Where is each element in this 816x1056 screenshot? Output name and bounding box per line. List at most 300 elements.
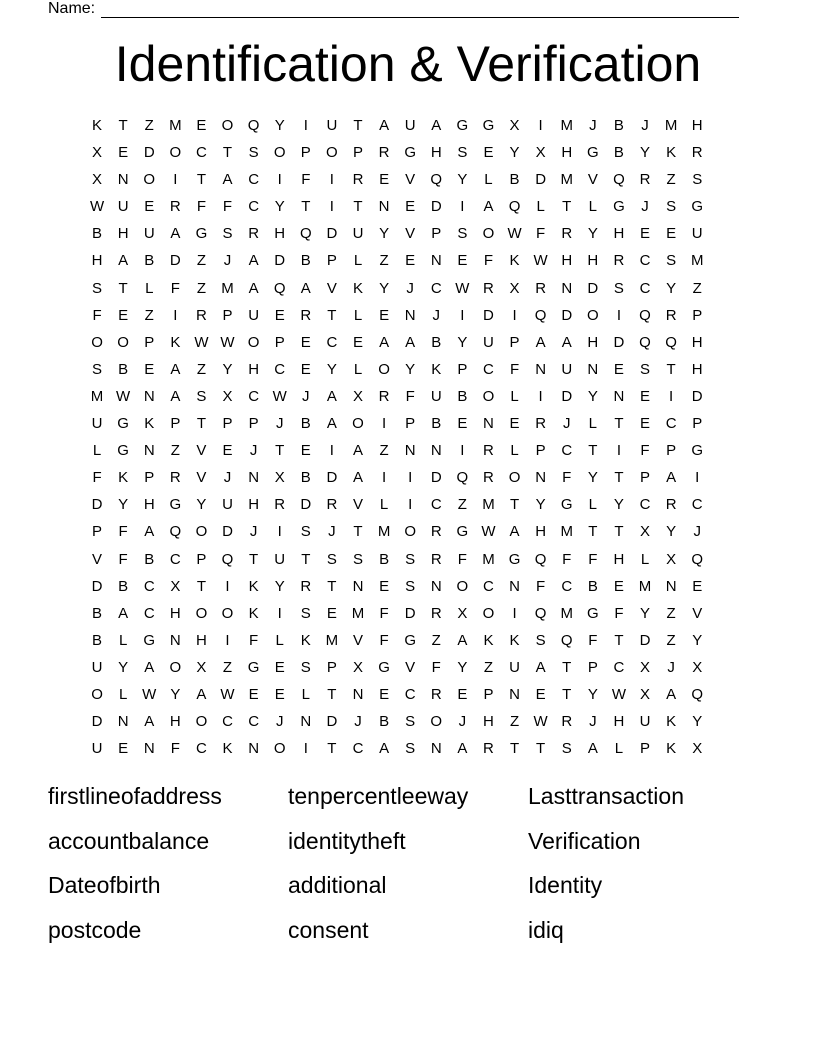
grid-letter: Z (483, 658, 494, 676)
grid-letter: P (144, 469, 155, 487)
grid-letter: R (274, 496, 286, 514)
grid-letter: A (144, 658, 155, 676)
grid-letter: C (639, 279, 651, 297)
grid-letter: E (144, 198, 155, 216)
grid-letter: F (170, 279, 180, 297)
grid-letter: Q (639, 333, 651, 351)
grid-letter: M (482, 550, 495, 568)
grid-letter: C (248, 713, 260, 731)
grid-letter: G (508, 550, 521, 568)
grid-letter: A (535, 658, 546, 676)
grid-letter: E (274, 306, 285, 324)
grid-letter: F (509, 360, 520, 378)
grid-letter: P (274, 333, 285, 351)
grid-letter: O (195, 604, 208, 622)
grid-letter: U (509, 658, 520, 676)
word-list-item: Dateofbirth (48, 872, 161, 898)
grid-letter: N (248, 740, 260, 758)
grid-letter: C (274, 360, 286, 378)
grid-letter: Z (196, 252, 206, 270)
grid-letter: S (92, 279, 103, 297)
grid-letter: L (640, 550, 650, 568)
grid-letter: U (91, 415, 103, 433)
grid-letter: I (225, 631, 230, 649)
grid-letter: B (144, 550, 155, 568)
grid-letter: C (561, 577, 573, 595)
grid-letter: X (666, 550, 677, 568)
grid-letter: H (117, 225, 129, 243)
grid-letter: X (640, 523, 651, 541)
letter-grid (84, 112, 710, 762)
grid-letter: A (248, 279, 259, 297)
grid-letter: L (614, 740, 624, 758)
grid-letter: S (222, 225, 233, 243)
grid-letter: G (143, 631, 156, 649)
grid-letter: U (91, 740, 103, 758)
grid-letter: N (352, 577, 364, 595)
grid-letter: C (613, 658, 625, 676)
grid-letter: P (196, 550, 207, 568)
grid-letter: K (431, 360, 442, 378)
grid-letter: H (169, 604, 181, 622)
grid-letter: L (275, 631, 284, 649)
grid-letter: U (483, 333, 494, 351)
grid-letter: J (275, 713, 284, 731)
grid-letter: E (118, 306, 129, 324)
grid-letter: N (143, 740, 155, 758)
grid-letter: M (690, 252, 704, 270)
grid-letter: K (144, 415, 155, 433)
grid-letter: Y (640, 144, 651, 162)
grid-letter: D (222, 523, 233, 541)
grid-letter: C (196, 740, 207, 758)
grid-letter: A (118, 252, 129, 270)
grid-letter: Y (587, 469, 598, 487)
grid-letter: Y (666, 279, 677, 297)
grid-letter: V (405, 225, 416, 243)
grid-letter: V (692, 604, 703, 622)
grid-letter: E (457, 252, 468, 270)
grid-letter: J (589, 117, 597, 134)
grid-letter: R (169, 469, 181, 487)
grid-letter: Z (509, 713, 520, 731)
grid-letter: H (691, 117, 703, 134)
grid-letter: P (92, 523, 103, 541)
grid-letter: J (667, 658, 675, 676)
name-label: Name: (48, 0, 96, 17)
grid-letter: U (222, 496, 233, 514)
grid-letter: U (691, 225, 703, 243)
grid-letter: S (196, 387, 207, 405)
grid-letter: T (327, 577, 337, 595)
grid-letter: H (248, 496, 260, 514)
grid-letter: Z (431, 631, 441, 649)
grid-letter: V (405, 171, 416, 189)
grid-letter: X (535, 144, 546, 162)
grid-letter: I (277, 523, 282, 541)
grid-letter: Y (274, 117, 285, 134)
grid-letter: U (639, 713, 651, 731)
grid-letter: F (640, 442, 650, 460)
word-list-item: identitytheft (288, 827, 406, 854)
grid-letter: P (457, 360, 468, 378)
grid-letter: Z (692, 279, 702, 297)
grid-letter: H (613, 225, 625, 243)
grid-letter: R (430, 550, 442, 568)
grid-letter: J (302, 387, 310, 405)
grid-letter: P (431, 225, 442, 243)
grid-letter: C (326, 333, 338, 351)
grid-letter: G (691, 442, 704, 460)
grid-letter: O (404, 523, 416, 541)
grid-letter: J (354, 713, 362, 731)
grid-letter: A (326, 387, 337, 405)
grid-letter: T (327, 685, 337, 703)
grid-letter: O (117, 333, 129, 351)
grid-letter: I (277, 604, 282, 622)
grid-letter: N (509, 685, 520, 703)
grid-letter: A (457, 631, 468, 649)
grid-letter: P (144, 333, 155, 351)
grid-letter: S (300, 658, 311, 676)
grid-letter: K (170, 333, 181, 351)
grid-letter: K (666, 713, 677, 731)
grid-letter: M (221, 279, 234, 297)
grid-letter: X (640, 685, 651, 703)
grid-letter: A (144, 523, 155, 541)
grid-letter: E (666, 225, 677, 243)
grid-letter: Y (587, 685, 598, 703)
grid-letter: E (405, 252, 416, 270)
grid-letter: J (223, 252, 232, 270)
grid-letter: E (274, 685, 285, 703)
grid-letter: N (404, 306, 416, 324)
grid-letter: D (326, 225, 338, 243)
grid-letter: J (589, 713, 597, 731)
grid-letter: A (379, 117, 390, 134)
grid-letter: A (170, 360, 181, 378)
grid-letter: D (587, 279, 599, 297)
grid-letter: C (691, 496, 703, 514)
grid-letter: T (301, 550, 311, 568)
grid-letter: A (300, 279, 311, 297)
grid-letter: L (118, 685, 128, 703)
grid-letter: I (173, 171, 178, 189)
grid-letter: S (352, 550, 363, 568)
grid-letter: G (195, 225, 208, 243)
grid-letter: B (379, 550, 390, 568)
grid-letter: S (326, 550, 337, 568)
grid-letter: Y (405, 360, 416, 378)
grid-letter: X (509, 117, 520, 134)
grid-letter: M (169, 117, 182, 134)
grid-letter: S (535, 631, 546, 649)
grid-letter: V (352, 496, 363, 514)
grid-letter: Y (457, 658, 468, 676)
grid-letter: B (509, 171, 520, 189)
grid-letter: V (405, 658, 416, 676)
grid-letter: D (430, 198, 442, 216)
grid-letter: F (405, 387, 415, 405)
grid-letter: I (408, 496, 413, 514)
grid-letter: F (170, 740, 180, 758)
grid-letter: J (275, 415, 284, 433)
grid-letter: Y (666, 523, 677, 541)
grid-letter: A (483, 198, 494, 216)
grid-letter: F (222, 198, 233, 216)
grid-letter: U (117, 198, 129, 216)
grid-letter: X (352, 387, 363, 405)
grid-letter: R (665, 306, 677, 324)
grid-letter: E (118, 740, 129, 758)
grid-letter: F (562, 550, 572, 568)
grid-letter: L (588, 415, 597, 433)
grid-letter: L (484, 171, 493, 189)
grid-letter: A (170, 387, 181, 405)
grid-letter: G (586, 604, 599, 622)
grid-letter: X (170, 577, 181, 595)
grid-letter: Y (457, 333, 468, 351)
grid-letter: Q (169, 523, 182, 541)
grid-letter: D (91, 577, 103, 595)
grid-letter: D (691, 387, 703, 405)
grid-letter: R (665, 496, 677, 514)
grid-letter: V (326, 279, 337, 297)
grid-letter: R (483, 279, 494, 297)
grid-letter: U (274, 550, 286, 568)
grid-letter: M (325, 631, 339, 649)
grid-letter: I (225, 577, 230, 595)
grid-letter: A (561, 333, 572, 351)
grid-letter: E (379, 171, 390, 189)
grid-letter: N (117, 713, 129, 731)
grid-letter: T (353, 523, 363, 541)
grid-letter: H (613, 550, 625, 568)
grid-letter: Y (457, 171, 468, 189)
word-list-item: Lasttransaction (528, 783, 684, 809)
grid-letter: Y (587, 225, 598, 243)
grid-letter: I (303, 740, 308, 758)
word-list (48, 778, 768, 956)
grid-letter: T (118, 279, 128, 297)
grid-letter: W (272, 387, 287, 405)
grid-letter: R (430, 523, 442, 541)
grid-letter: Y (535, 496, 546, 514)
grid-letter: F (536, 577, 546, 595)
grid-letter: T (196, 577, 206, 595)
grid-letter: O (456, 577, 469, 595)
grid-letter: Q (665, 333, 677, 351)
grid-letter: Q (639, 306, 651, 324)
grid-letter: B (613, 144, 624, 162)
grid-letter: G (456, 523, 469, 541)
grid-letter: T (666, 360, 676, 378)
grid-letter: Z (457, 496, 467, 514)
grid-letter: W (533, 713, 548, 731)
grid-letter: T (509, 496, 520, 514)
grid-letter: H (691, 360, 703, 378)
grid-letter: P (640, 469, 651, 487)
grid-letter: E (509, 415, 520, 433)
grid-letter: Y (326, 360, 337, 378)
grid-letter: E (196, 117, 207, 134)
grid-letter: I (303, 117, 308, 134)
grid-letter: G (456, 117, 469, 134)
grid-letter: F (379, 604, 389, 622)
grid-letter: L (301, 685, 310, 703)
grid-letter: F (457, 550, 467, 568)
grid-letter: A (509, 523, 520, 541)
grid-letter: E (300, 442, 311, 460)
grid-letter: E (457, 685, 468, 703)
grid-letter: O (169, 658, 182, 676)
grid-letter: M (90, 387, 104, 405)
grid-letter: H (691, 333, 703, 351)
grid-letter: S (92, 360, 103, 378)
grid-letter: S (405, 550, 416, 568)
grid-letter: I (460, 198, 465, 216)
grid-letter: C (430, 279, 442, 297)
grid-letter: H (613, 713, 625, 731)
grid-letter: T (249, 550, 259, 568)
grid-letter: A (379, 740, 390, 758)
grid-letter: Z (144, 117, 154, 134)
grid-letter: R (352, 171, 364, 189)
grid-letter: N (143, 442, 155, 460)
grid-letter: N (378, 198, 390, 216)
grid-letter: W (89, 198, 105, 216)
grid-letter: E (352, 333, 363, 351)
grid-letter: Q (430, 171, 443, 189)
grid-letter: U (248, 306, 260, 324)
grid-letter: R (483, 469, 494, 487)
grid-letter: R (483, 442, 494, 460)
grid-letter: O (221, 117, 234, 134)
grid-letter: D (639, 631, 651, 649)
grid-letter: A (222, 171, 233, 189)
grid-letter: U (326, 117, 338, 134)
grid-letter: J (432, 306, 441, 324)
grid-letter: C (143, 604, 155, 622)
grid-letter: S (300, 604, 311, 622)
word-list-item: consent (288, 916, 369, 943)
grid-letter: H (535, 523, 547, 541)
grid-letter: A (196, 685, 207, 703)
grid-letter: O (273, 144, 286, 162)
grid-letter: P (666, 442, 677, 460)
grid-letter: S (640, 360, 651, 378)
grid-letter: Z (666, 171, 676, 189)
grid-letter: X (222, 387, 233, 405)
grid-letter: N (404, 442, 416, 460)
grid-letter: E (613, 360, 624, 378)
grid-letter: A (352, 442, 363, 460)
word-list-item: Verification (528, 827, 641, 854)
grid-letter: M (560, 604, 573, 622)
grid-letter: N (169, 631, 181, 649)
grid-letter: Y (379, 225, 390, 243)
grid-letter: P (405, 415, 416, 433)
word-list-item: accountbalance (48, 827, 210, 854)
grid-letter: A (379, 333, 390, 351)
grid-letter: Q (299, 225, 312, 243)
grid-letter: H (169, 713, 181, 731)
grid-letter: B (379, 713, 390, 731)
grid-letter: O (586, 306, 599, 324)
grid-letter: J (406, 279, 414, 297)
grid-letter: S (692, 171, 703, 189)
grid-letter: E (379, 577, 390, 595)
grid-letter: G (117, 442, 129, 460)
grid-letter: F (249, 631, 259, 649)
grid-letter: A (118, 604, 129, 622)
grid-letter: N (248, 469, 260, 487)
grid-letter: D (326, 713, 338, 731)
grid-letter: D (300, 496, 312, 514)
grid-letter: J (249, 523, 258, 541)
grid-letter: F (483, 252, 494, 270)
grid-letter: Q (273, 279, 286, 297)
grid-letter: C (248, 387, 260, 405)
grid-letter: M (560, 117, 573, 134)
grid-letter: Y (118, 496, 129, 514)
grid-letter: V (352, 631, 363, 649)
grid-letter: K (92, 117, 103, 134)
grid-letter: B (300, 469, 311, 487)
grid-letter: S (405, 740, 416, 758)
grid-letter: G (117, 415, 129, 433)
grid-letter: W (220, 685, 235, 703)
grid-letter: Z (222, 658, 233, 676)
grid-letter: O (378, 360, 390, 378)
grid-letter: A (170, 225, 181, 243)
grid-letter: A (144, 713, 155, 731)
page-title: Identification & Verification (114, 36, 702, 92)
grid-letter: G (613, 198, 625, 216)
grid-letter: Z (196, 279, 206, 297)
grid-letter: O (508, 469, 521, 487)
grid-letter: F (588, 631, 598, 649)
grid-letter: J (641, 198, 649, 216)
grid-letter: T (562, 685, 572, 703)
grid-letter: K (509, 631, 520, 649)
grid-letter: T (588, 523, 598, 541)
grid-letter: T (614, 631, 624, 649)
grid-letter: L (379, 496, 389, 514)
grid-letter: S (405, 577, 416, 595)
grid-letter: Q (534, 604, 547, 622)
grid-letter: A (326, 415, 337, 433)
grid-letter: N (430, 577, 442, 595)
grid-letter: Y (274, 198, 285, 216)
grid-letter: N (535, 360, 547, 378)
grid-letter: J (693, 523, 701, 541)
grid-letter: S (666, 198, 677, 216)
grid-letter: M (560, 171, 573, 189)
word-list-item: additional (288, 872, 387, 898)
grid-letter: B (300, 252, 311, 270)
grid-letter: R (483, 740, 494, 758)
grid-letter: K (118, 469, 129, 487)
grid-letter: Q (560, 631, 573, 649)
grid-letter: Y (170, 685, 181, 703)
grid-letter: L (536, 198, 545, 216)
grid-letter: O (247, 333, 260, 351)
grid-letter: R (535, 279, 547, 297)
grid-letter: X (274, 469, 285, 487)
grid-letter: M (377, 523, 391, 541)
grid-letter: Y (587, 387, 598, 405)
